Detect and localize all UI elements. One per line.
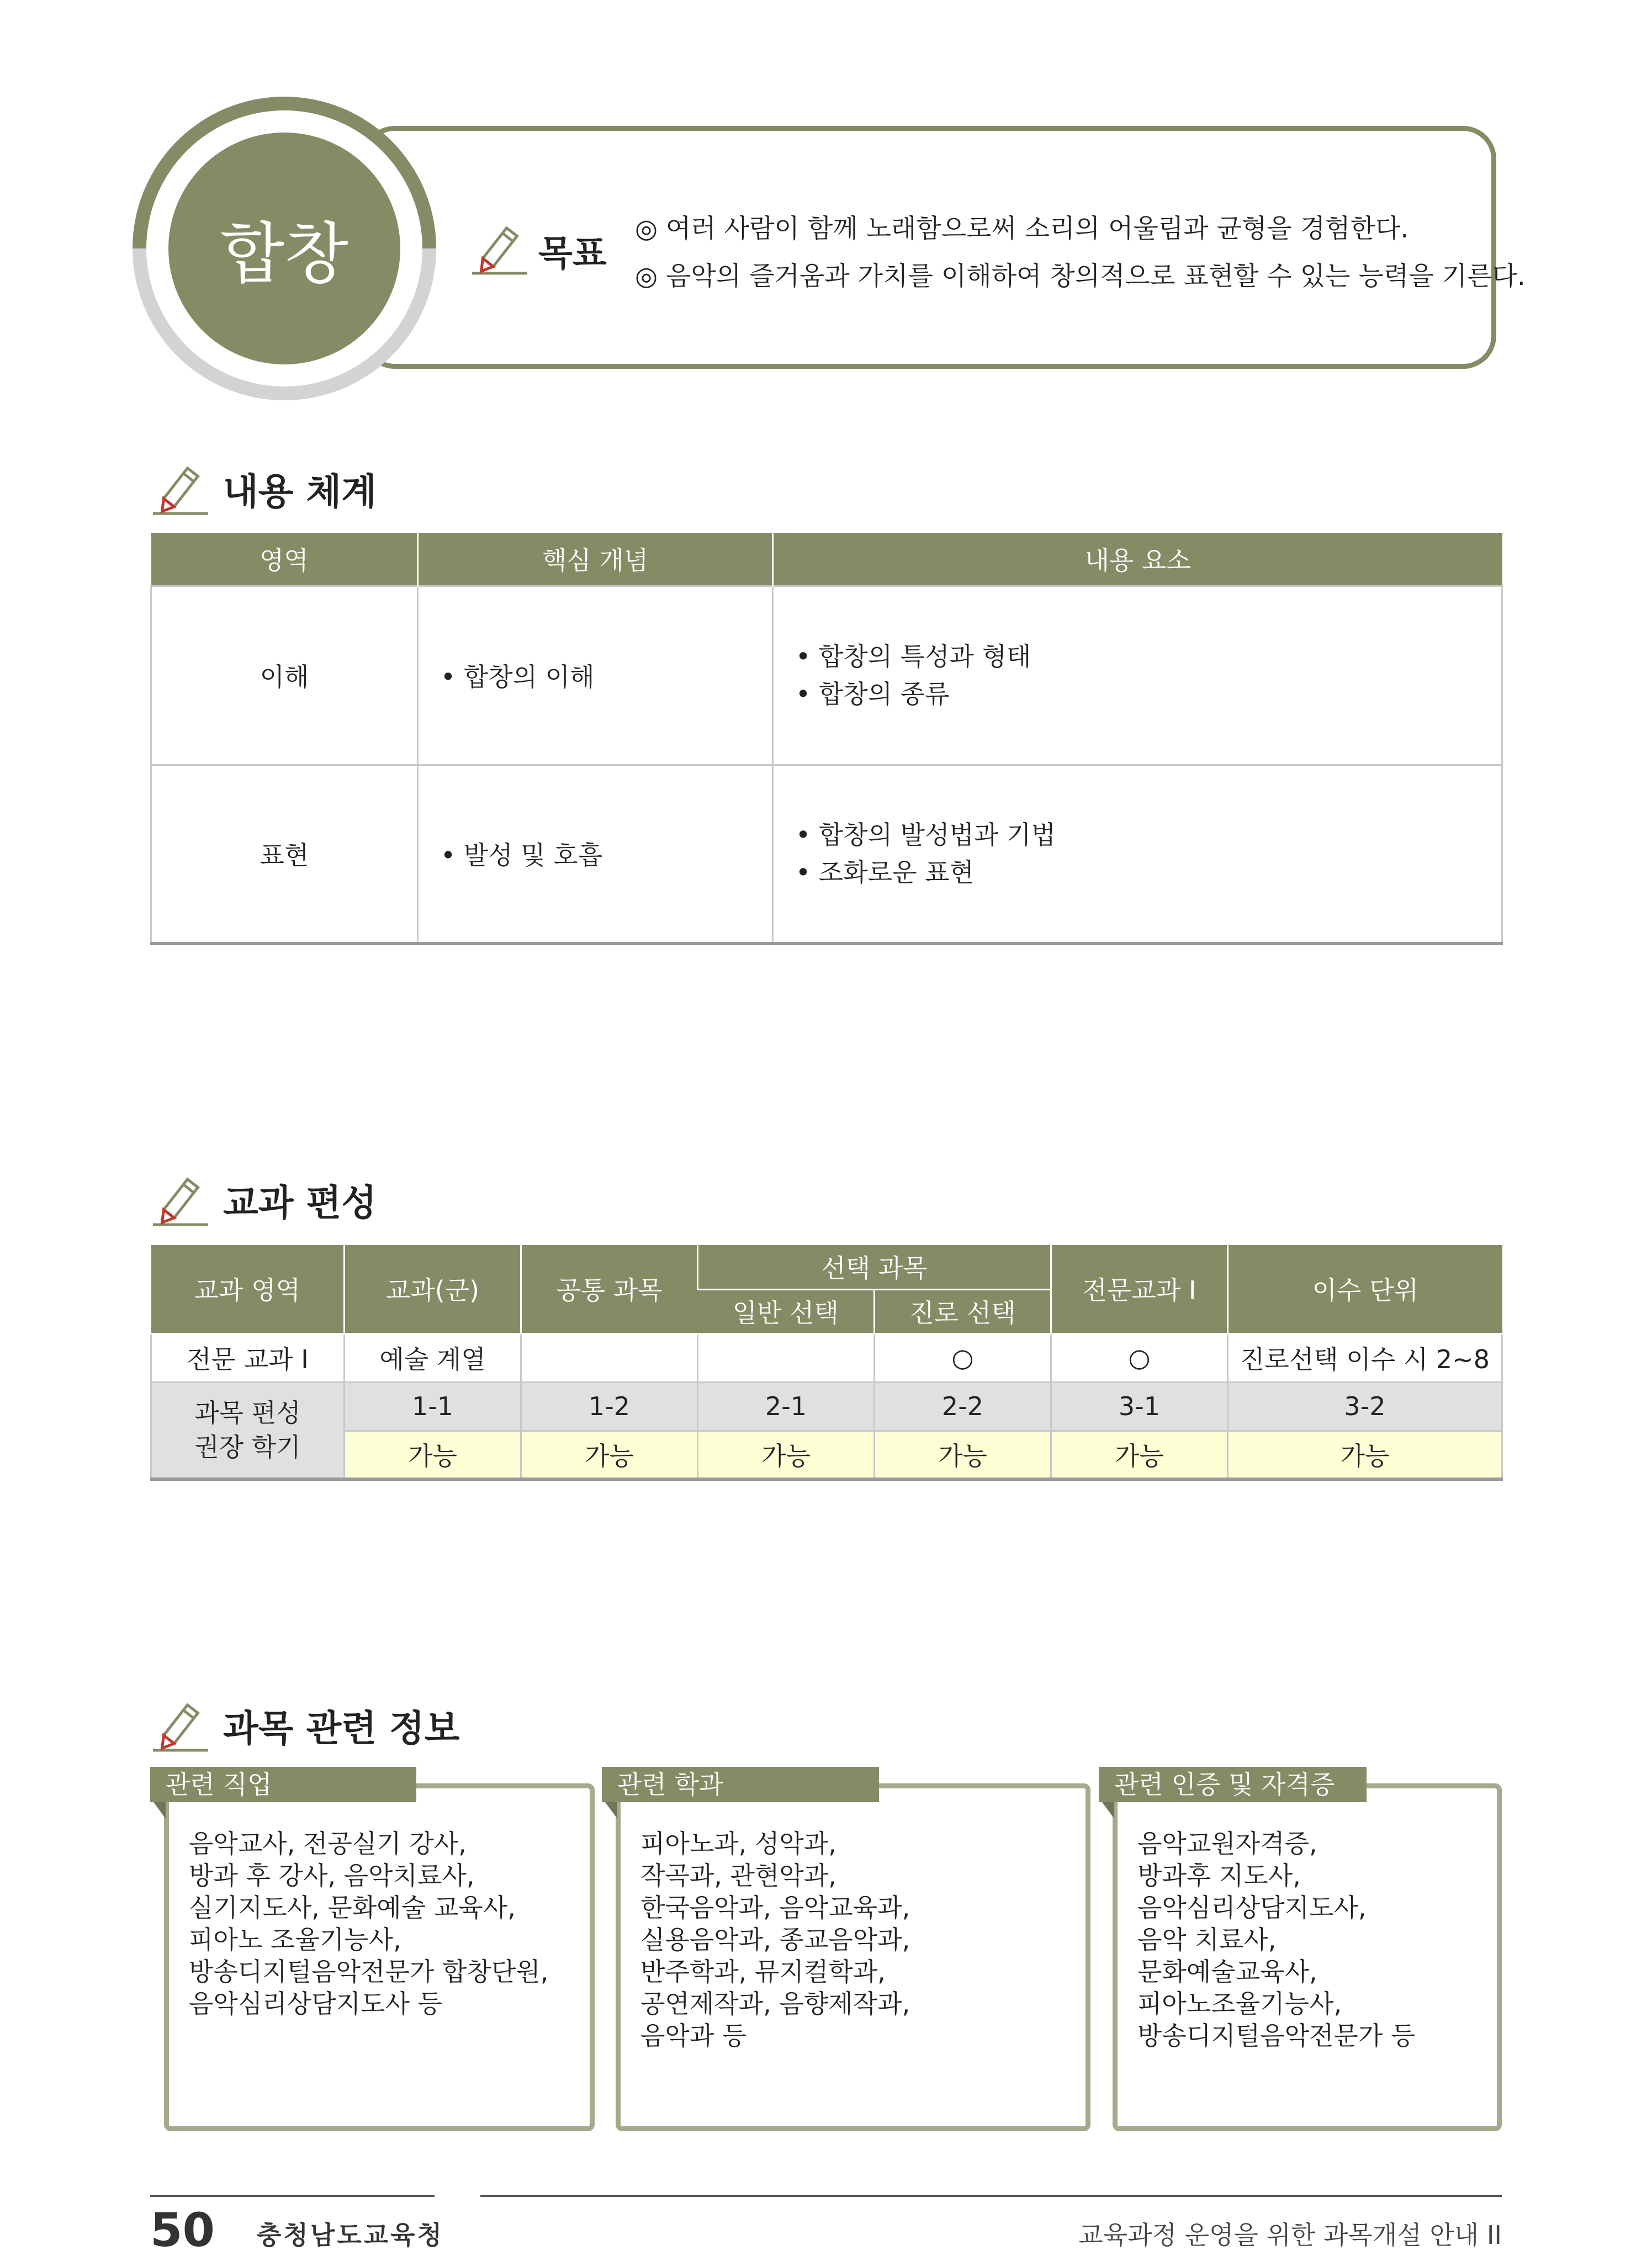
element-item: • 합창의 특성과 형태 [796,642,1031,671]
table-row [151,1333,1502,1382]
area-cell: 전문 교과 I [151,1333,345,1382]
column-header: 선택 과목 [698,1245,1051,1289]
column-header: 영역 [151,533,418,586]
column-header: 일반 선택 [698,1289,875,1333]
availability-row [151,1431,1502,1479]
semester-cell: 1-2 [521,1382,698,1431]
column-header: 진로 선택 [875,1289,1051,1333]
box-body: 음악교사, 전공실기 강사, 방과 후 강사, 음악치료사, 실기지도사, 문화예술 교육사, 피아노 조율기능사, 방송디지털음악전문가 합창단원, 음악심리상담지도사 등 [189,1829,549,2019]
table-header-row [151,1245,1502,1289]
availability-cell: 가능 [698,1431,875,1479]
elements-cell [773,765,1502,944]
availability-cell: 가능 [1228,1431,1502,1479]
footer-rule [480,2195,1502,2197]
concept-cell: • 발성 및 호흡 [418,765,773,944]
box-title: 관련 직업 [150,1767,416,1802]
area-cell: 표현 [151,765,418,944]
box-body: 음악교원자격증, 방과후 지도사, 음악심리상담지도사, 음악 치료사, 문화예술교육사, 피아노조율기능사, 방송디지털음악전문가 등 [1137,1829,1416,2051]
section-title: 내용 체계 [223,470,377,513]
semester-cell: 3-1 [1051,1382,1228,1431]
general-cell [698,1333,875,1382]
related-certificates-box [1099,1767,1502,2131]
units-cell: 진로선택 이수 시 2~8 [1228,1333,1502,1382]
goal-item: ◎ 여러 사람이 함께 노래함으로써 소리의 어울림과 균형을 경험한다. [635,214,1409,244]
section-heading-content [150,458,377,519]
column-header: 이수 단위 [1228,1245,1502,1333]
section-heading-related [150,1695,460,1756]
box-title: 관련 인증 및 자격증 [1099,1767,1367,1802]
goal-item: ◎ 음악의 즐거움과 가치를 이해하여 창의적으로 표현할 수 있는 능력을 기른다. [635,261,1526,292]
column-header: 핵심 개념 [418,533,773,586]
related-majors-box [602,1767,1090,2131]
tab-notch [153,1802,166,1819]
curriculum-table [150,1245,1503,1481]
box-title: 관련 학과 [602,1767,879,1802]
career-cell: ○ [875,1333,1051,1382]
footer-org: 충청남도교육청 [257,2220,444,2250]
column-header: 내용 요소 [773,533,1502,586]
common-cell [521,1333,698,1382]
semester-cell: 2-1 [698,1382,875,1431]
group-cell: 예술 계열 [345,1333,521,1382]
pencil-icon [150,1169,211,1230]
related-jobs-box [150,1767,595,2131]
subject-title: 합창 [168,133,400,364]
footer-rule [150,2195,435,2197]
availability-cell: 가능 [1051,1431,1228,1479]
availability-cell: 가능 [345,1431,521,1479]
semester-cell: 3-2 [1228,1382,1502,1431]
elements-cell [773,586,1502,765]
element-item: • 합창의 발성법과 기법 [796,820,1056,850]
element-item: • 합창의 종류 [796,679,950,709]
footer-title: 교육과정 운영을 위한 과목개설 안내 II [1078,2220,1502,2250]
availability-cell: 가능 [875,1431,1051,1479]
table-header-row [151,533,1502,586]
box-body: 피아노과, 성악과, 작곡과, 관현악과, 한국음악과, 음악교육과, 실용음악과, 종교음악과, 반주학과, 뮤지컬학과, 공연제작과, 음향제작과, 음악과 등 [640,1829,910,2051]
area-cell: 이해 [151,586,418,765]
goal-label: 목표 [538,234,607,274]
semester-cell: 1-1 [345,1382,521,1431]
tab-notch [605,1802,617,1819]
pencil-icon [469,218,530,279]
concept-cell: • 합창의 이해 [418,586,773,765]
availability-cell: 가능 [521,1431,698,1479]
column-header: 교과(군) [345,1245,521,1333]
pencil-icon [150,1695,211,1756]
semester-label: 과목 편성 권장 학기 [151,1382,345,1479]
column-header: 공통 과목 [521,1245,698,1333]
element-item: • 조화로운 표현 [796,857,974,888]
specialized-cell: ○ [1051,1333,1228,1382]
column-header: 교과 영역 [151,1245,345,1333]
pencil-icon [150,458,211,519]
goal-list [635,205,1526,300]
column-header: 전문교과 I [1051,1245,1228,1333]
section-heading-curriculum [150,1169,377,1230]
page-number: 50 [150,2203,215,2257]
section-title: 과목 관련 정보 [223,1707,460,1750]
table-row [151,586,1502,765]
content-system-table [150,533,1503,945]
tab-notch [1102,1802,1114,1819]
table-row [151,765,1502,944]
semester-row [151,1382,1502,1431]
section-title: 교과 편성 [223,1182,377,1224]
semester-cell: 2-2 [875,1382,1051,1431]
